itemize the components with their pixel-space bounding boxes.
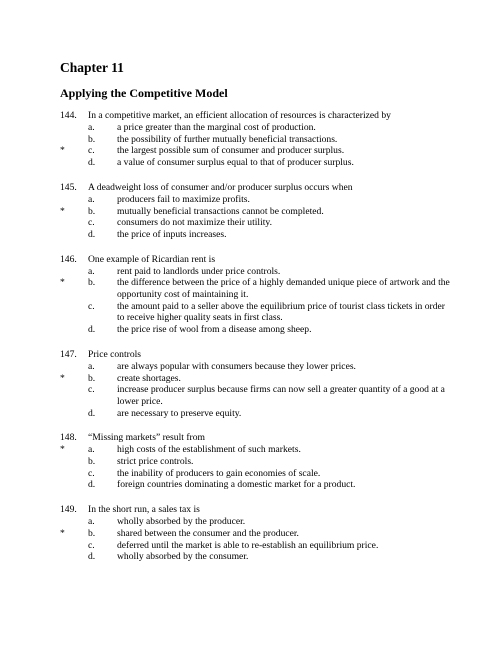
question-stem: Price controls <box>88 348 142 360</box>
option-a <box>0 122 502 134</box>
option-b <box>0 277 502 300</box>
question-stem: In the short run, a sales tax is <box>88 504 200 516</box>
question-149 <box>0 504 502 563</box>
question-number: 148. <box>60 432 77 444</box>
answer-marker: * <box>60 145 65 157</box>
question-number: 146. <box>60 253 77 265</box>
question-stem: A deadweight loss of consumer and/or producer surplus occurs when <box>88 181 353 193</box>
option-a <box>0 361 502 373</box>
question-line <box>0 504 502 516</box>
option-text: foreign countries dominating a domestic market for a product. <box>117 479 356 491</box>
option-letter: c. <box>88 300 95 312</box>
option-d <box>0 479 502 491</box>
question-stem: One example of Ricardian rent is <box>88 253 216 265</box>
answer-marker: * <box>60 527 65 539</box>
option-d <box>0 157 502 169</box>
question-145 <box>0 182 502 241</box>
option-letter: a. <box>88 265 95 277</box>
option-text: create shortages. <box>117 372 181 384</box>
option-text: deferred until the market is able to re-establish an equilibrium price. <box>117 539 379 551</box>
option-letter: d. <box>88 157 96 169</box>
option-text: the largest possible sum of consumer and producer surplus. <box>117 145 345 157</box>
option-letter: a. <box>88 444 95 456</box>
question-line <box>0 110 502 122</box>
option-letter: d. <box>88 228 96 240</box>
option-text: the price rise of wool from a disease among sheep. <box>117 324 312 336</box>
option-a <box>0 516 502 528</box>
option-b <box>0 206 502 218</box>
section-title: Applying the Competitive Model <box>60 86 228 100</box>
option-letter: d. <box>88 324 96 336</box>
option-d <box>0 408 502 420</box>
option-text: shared between the consumer and the producer. <box>117 527 299 539</box>
question-line <box>0 182 502 194</box>
option-text: the possibility of further mutually beneficial transactions. <box>117 133 338 145</box>
option-text: a value of consumer surplus equal to that of producer surplus. <box>117 157 354 169</box>
option-c <box>0 540 502 552</box>
question-148 <box>0 432 502 491</box>
question-line <box>0 432 502 444</box>
option-text: strict price controls. <box>117 456 194 468</box>
option-letter: c. <box>88 217 95 229</box>
option-c <box>0 217 502 229</box>
option-letter: a. <box>88 516 95 528</box>
question-number: 147. <box>60 348 77 360</box>
answer-marker: * <box>60 444 65 456</box>
option-d <box>0 324 502 336</box>
option-letter: b. <box>88 456 96 468</box>
option-b <box>0 456 502 468</box>
option-text: the inability of producers to gain economies of scale. <box>117 467 321 479</box>
option-letter: a. <box>88 193 95 205</box>
option-d <box>0 551 502 563</box>
option-letter: d. <box>88 551 96 563</box>
option-text: the difference between the price of a highly demanded unique piece of artwork and the opportunity cost of maintaining it. <box>117 277 450 301</box>
question-number: 145. <box>60 181 77 193</box>
option-letter: c. <box>88 145 95 157</box>
question-147 <box>0 349 502 420</box>
option-text: high costs of the establishment of such markets. <box>117 444 301 456</box>
option-text: rent paid to landlords under price controls. <box>117 265 281 277</box>
option-a <box>0 194 502 206</box>
question-144 <box>0 110 502 169</box>
option-text: wholly absorbed by the consumer. <box>117 551 249 563</box>
question-146 <box>0 254 502 336</box>
option-text: mutually beneficial transactions cannot be completed. <box>117 205 324 217</box>
option-d <box>0 229 502 241</box>
question-stem: In a competitive market, an efficient allocation of resources is characterized by <box>88 110 391 121</box>
question-number: 144. <box>60 110 77 121</box>
option-letter: c. <box>88 467 95 479</box>
option-text: wholly absorbed by the producer. <box>117 516 246 528</box>
option-text: are necessary to preserve equity. <box>117 407 242 419</box>
answer-marker: * <box>60 372 65 384</box>
option-c <box>0 468 502 480</box>
chapter-title: Chapter 11 <box>60 60 124 75</box>
question-list <box>0 110 502 576</box>
question-line <box>0 349 502 361</box>
option-b <box>0 373 502 385</box>
option-b <box>0 528 502 540</box>
option-text: the price of inputs increases. <box>117 228 227 240</box>
option-b <box>0 134 502 146</box>
option-text: producers fail to maximize profits. <box>117 193 250 205</box>
option-letter: b. <box>88 527 96 539</box>
option-text: a price greater than the marginal cost of production. <box>117 122 316 133</box>
option-letter: a. <box>88 360 95 372</box>
option-a <box>0 444 502 456</box>
option-text: increase producer surplus because firms can now sell a greater quantity of a good at a lower price. <box>117 384 445 407</box>
option-text: the amount paid to a seller above the equilibrium price of tourist class tickets in order to receive higher quality seats in first class. <box>117 300 445 324</box>
question-line <box>0 254 502 266</box>
option-letter: d. <box>88 407 96 419</box>
option-letter: c. <box>88 384 95 396</box>
option-text: are always popular with consumers because they lower prices. <box>117 360 356 372</box>
option-letter: b. <box>88 133 96 145</box>
option-c <box>0 145 502 157</box>
option-letter: a. <box>88 122 95 133</box>
option-letter: b. <box>88 372 96 384</box>
option-letter: b. <box>88 277 96 289</box>
answer-marker: * <box>60 277 65 289</box>
option-letter: d. <box>88 479 96 491</box>
option-letter: c. <box>88 539 95 551</box>
option-letter: b. <box>88 205 96 217</box>
answer-marker: * <box>60 205 65 217</box>
question-stem: “Missing markets” result from <box>88 432 205 444</box>
option-c <box>0 301 502 324</box>
option-text: consumers do not maximize their utility. <box>117 217 272 229</box>
question-number: 149. <box>60 504 77 516</box>
option-a <box>0 266 502 278</box>
option-c <box>0 384 502 407</box>
